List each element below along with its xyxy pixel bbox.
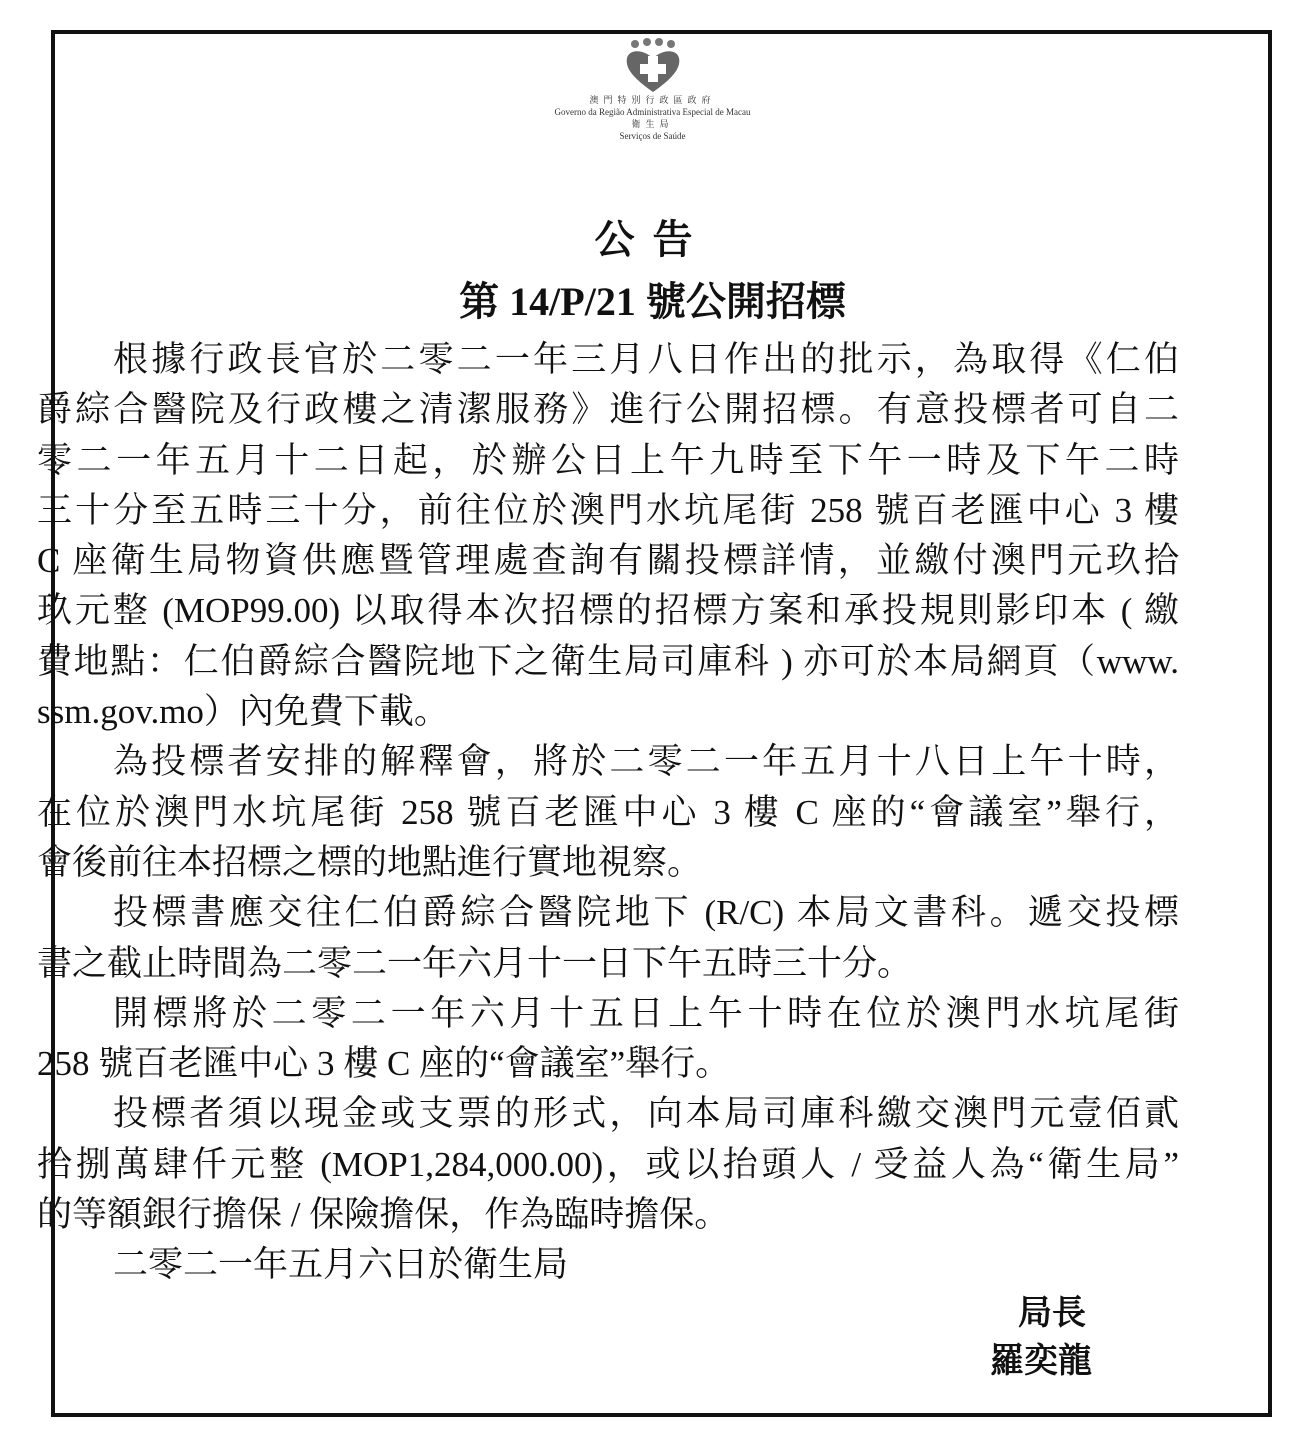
text-line: 投標者須以現金或支票的形式，向本局司庫科繳交澳門元壹佰貳 (113, 1094, 1179, 1134)
text-line: 投標書應交往仁伯爵綜合醫院地下 (R/C) 本局文書科。遞交投標 (113, 893, 1179, 933)
text-line: C 座衛生局物資供應暨管理處查詢有關投標詳情，並繳付澳門元玖拾 (37, 541, 1179, 581)
paragraph (37, 888, 1179, 989)
text-line: ssm.gov.mo）內免費下載。 (37, 692, 449, 732)
tender-number: 第 14/P/21 號公開招標 (459, 279, 846, 324)
text-line: 玖元整 (MOP99.00) 以取得本次招標的招標方案和承投規則影印本 ( 繳 (37, 591, 1179, 631)
paragraph (37, 1089, 1179, 1240)
text-line: 會後前往本招標之標的地點進行實地視察。 (37, 842, 703, 882)
heart-cross-logo-icon (623, 38, 683, 94)
text-line: 書之截止時間為二零二一年六月十一日下午五時三十分。 (37, 943, 913, 983)
gov-name-zh: 澳門特別行政區政府 (589, 95, 716, 105)
text-line: 258 號百老匯中心 3 樓 C 座的“會議室”舉行。 (37, 1044, 731, 1084)
text-line: 根據行政長官於二零二一年三月八日作出的批示，為取得《仁伯 (113, 340, 1179, 379)
dept-name-zh: 衛生局 (631, 119, 674, 129)
text-line: 爵綜合醫院及行政樓之清潔服務》進行公開招標。有意投標者可自二 (37, 390, 1179, 430)
text-line: 三十分至五時三十分，前往位於澳門水坑尾街 258 號百老匯中心 3 樓 (37, 490, 1179, 530)
ssm-logo-block (0, 38, 1305, 142)
notice-title: 公告 (594, 217, 711, 262)
paragraph (37, 1240, 1179, 1290)
text-line: 零二一年五月十二日起，於辦公日上午九時至下午一時及下午二時 (37, 440, 1179, 480)
gov-name-pt: Governo da Região Administrativa Especial de Macau (554, 107, 751, 117)
text-line: 的等額銀行擔保 / 保險擔保，作為臨時擔保。 (37, 1195, 730, 1235)
text-line: 二零二一年五月六日於衛生局 (113, 1245, 569, 1285)
signatory-name: 羅奕龍 (990, 1343, 1092, 1380)
text-line: 費地點：仁伯爵綜合醫院地下之衛生局司庫科 ) 亦可於本局網頁（www. (37, 641, 1179, 681)
paragraph (37, 737, 1179, 888)
notice-body (37, 335, 1179, 1291)
dept-name-pt: Serviços de Saúde (619, 131, 686, 141)
paragraph (37, 989, 1179, 1090)
text-line: 在位於澳門水坑尾街 258 號百老匯中心 3 樓 C 座的“會議室”舉行， (37, 792, 1179, 832)
signatory-position: 局長 (1018, 1295, 1086, 1332)
text-line: 拾捌萬肆仟元整 (MOP1,284,000.00)，或以抬頭人 / 受益人為“衛生局” (37, 1144, 1179, 1184)
paragraph (37, 335, 1179, 737)
text-line: 為投標者安排的解釋會，將於二零二一年五月十八日上午十時， (113, 742, 1179, 782)
text-line: 開標將於二零二一年六月十五日上午十時在位於澳門水坑尾街 (113, 993, 1179, 1033)
